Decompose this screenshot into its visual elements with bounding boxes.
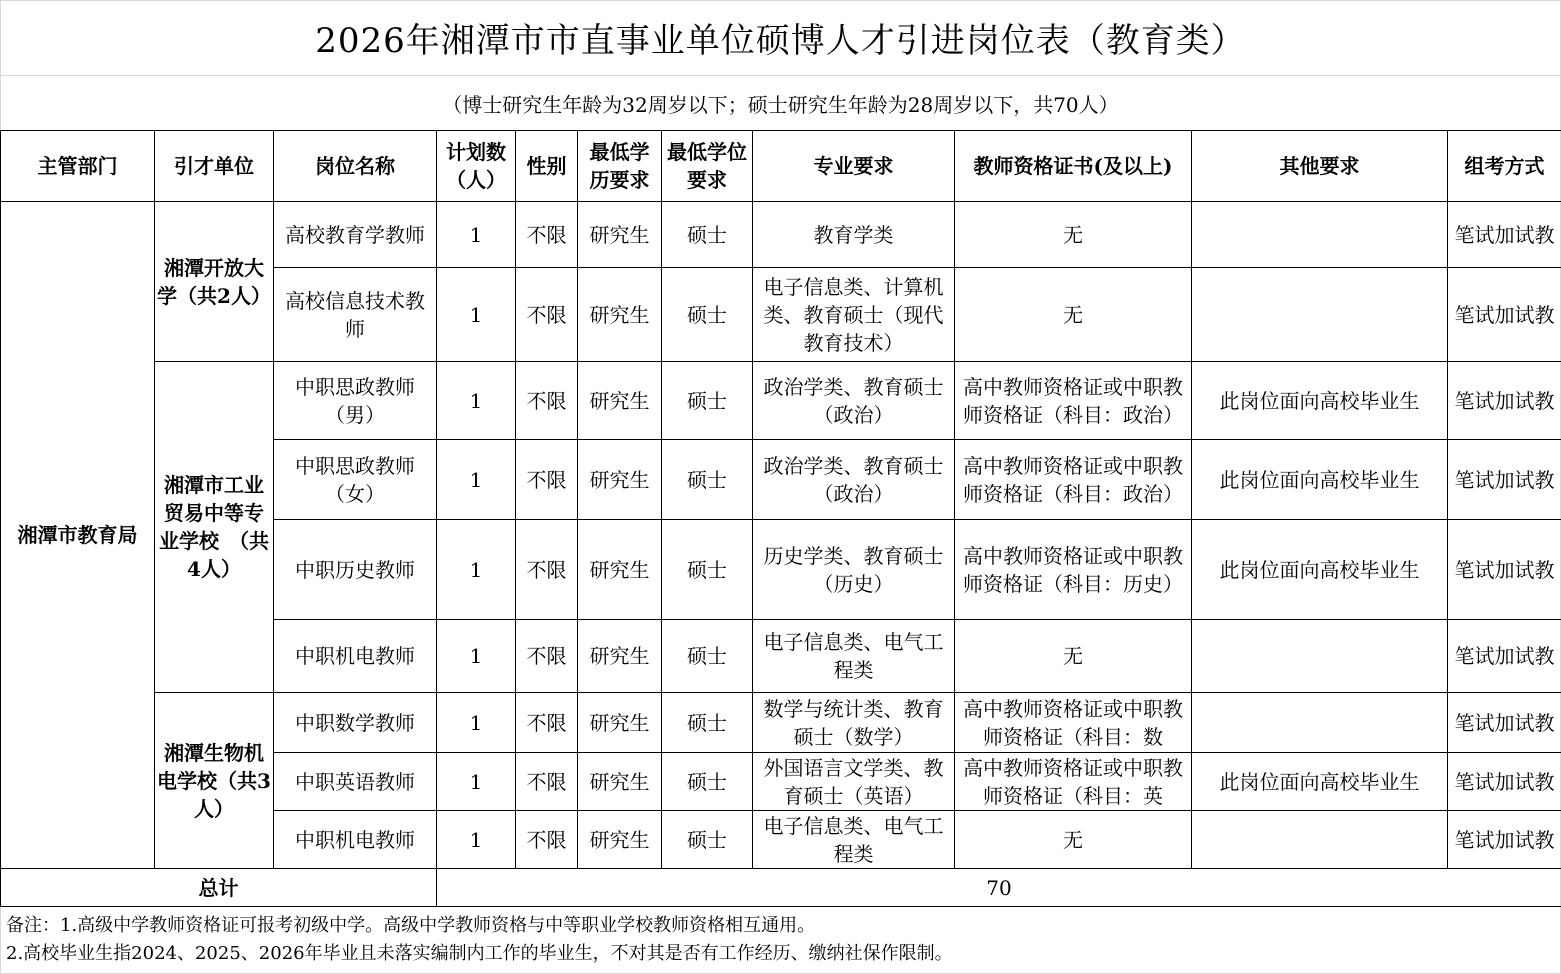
degree-cell: 硕士 (662, 440, 753, 520)
count-cell: 1 (437, 202, 516, 268)
post-cell: 中职思政教师（男） (274, 362, 437, 440)
gender-cell: 不限 (516, 440, 578, 520)
edu-cell: 研究生 (578, 268, 662, 362)
department-cell: 湘潭市教育局 (1, 202, 155, 869)
note-line: 备注：1.高级中学教师资格证可报考初级中学。高级中学教师资格与中等职业学校教师资格相互通用。 (6, 915, 816, 936)
degree-cell: 硕士 (662, 268, 753, 362)
post-cell: 中职思政教师（女） (274, 440, 437, 520)
degree-cell: 硕士 (662, 202, 753, 268)
table-row (1, 362, 1561, 440)
major-cell: 外国语言文学类、教育硕士（英语） (753, 753, 955, 811)
major-cell: 电子信息类、电气工程类 (753, 811, 955, 869)
gender-cell: 不限 (516, 693, 578, 753)
post-cell: 高校教育学教师 (274, 202, 437, 268)
cert-cell: 无 (955, 202, 1192, 268)
table-row (1, 693, 1561, 753)
count-cell: 1 (437, 440, 516, 520)
gender-cell: 不限 (516, 268, 578, 362)
note-line: 2.高校毕业生指2024、2025、2026年毕业且未落实编制内工作的毕业生，不对其是否有工作经历、缴纳社保作限制。 (6, 943, 953, 964)
other-cell: 此岗位面向高校毕业生 (1192, 440, 1448, 520)
header-dept: 主管部门 (1, 131, 155, 202)
cert-cell (955, 753, 1192, 811)
unit-cell: 湘潭开放大学（共2人） (155, 202, 274, 362)
degree-cell: 硕士 (662, 753, 753, 811)
cert-cell: 无 (955, 811, 1192, 869)
cert-text: 高中教师资格证或中职教师资格证（科目：政治） (963, 374, 1183, 427)
gender-cell: 不限 (516, 620, 578, 693)
other-cell (1192, 811, 1448, 869)
header-row (1, 131, 1561, 202)
count-cell: 1 (437, 811, 516, 869)
cert-cell (955, 693, 1192, 753)
gender-cell: 不限 (516, 520, 578, 620)
header-cert: 教师资格证书(及以上) (955, 131, 1192, 202)
post-cell: 中职数学教师 (274, 693, 437, 753)
positions-table (0, 130, 1561, 907)
other-cell (1192, 693, 1448, 753)
exam-cell: 笔试加试教 (1448, 202, 1561, 268)
gender-cell: 不限 (516, 811, 578, 869)
gender-cell: 不限 (516, 362, 578, 440)
edu-cell: 研究生 (578, 362, 662, 440)
major-cell: 电子信息类、电气工程类 (753, 620, 955, 693)
exam-cell: 笔试加试教 (1448, 268, 1561, 362)
exam-cell: 笔试加试教 (1448, 693, 1561, 753)
total-row (1, 869, 1561, 907)
header-degree: 最低学位要求 (662, 131, 753, 202)
major-cell: 历史学类、教育硕士（历史） (753, 520, 955, 620)
other-cell (1192, 620, 1448, 693)
unit-cell: 湘潭市工业贸易中等专业学校 （共4人） (155, 362, 274, 693)
post-cell: 中职历史教师 (274, 520, 437, 620)
cert-cell: 无 (955, 268, 1192, 362)
edu-cell: 研究生 (578, 202, 662, 268)
other-cell: 此岗位面向高校毕业生 (1192, 362, 1448, 440)
cert-text: 高中教师资格证或中职教师资格证（科目：政治） (963, 453, 1183, 506)
post-cell: 中职机电教师 (274, 811, 437, 869)
edu-cell: 研究生 (578, 520, 662, 620)
page-subtitle: （博士研究生年龄为32周岁以下；硕士研究生年龄为28周岁以下，共70人） (442, 92, 1119, 117)
edu-cell: 研究生 (578, 693, 662, 753)
degree-cell: 硕士 (662, 362, 753, 440)
count-cell: 1 (437, 753, 516, 811)
total-label: 总计 (1, 869, 437, 907)
cert-text: 高中教师资格证或中职教师资格证（科目：数 (963, 696, 1183, 749)
count-cell: 1 (437, 693, 516, 753)
exam-cell: 笔试加试教 (1448, 753, 1561, 811)
exam-cell: 笔试加试教 (1448, 811, 1561, 869)
cert-cell (955, 362, 1192, 440)
total-value: 70 (437, 869, 1561, 907)
edu-cell: 研究生 (578, 620, 662, 693)
degree-cell: 硕士 (662, 620, 753, 693)
gender-cell: 不限 (516, 202, 578, 268)
degree-cell: 硕士 (662, 520, 753, 620)
header-major: 专业要求 (753, 131, 955, 202)
major-cell: 数学与统计类、教育硕士（数学） (753, 693, 955, 753)
major-cell: 电子信息类、计算机类、教育硕士（现代教育技术） (753, 268, 955, 362)
unit-cell: 湘潭生物机电学校（共3人） (155, 693, 274, 869)
major-cell: 教育学类 (753, 202, 955, 268)
header-gender: 性别 (516, 131, 578, 202)
other-cell (1192, 268, 1448, 362)
cert-cell: 无 (955, 620, 1192, 693)
count-cell: 1 (437, 362, 516, 440)
cert-text: 高中教师资格证或中职教师资格证（科目：英 (963, 755, 1183, 808)
exam-cell: 笔试加试教 (1448, 440, 1561, 520)
exam-cell: 笔试加试教 (1448, 520, 1561, 620)
degree-cell: 硕士 (662, 811, 753, 869)
header-post: 岗位名称 (274, 131, 437, 202)
post-cell: 中职机电教师 (274, 620, 437, 693)
other-cell: 此岗位面向高校毕业生 (1192, 753, 1448, 811)
post-cell: 中职英语教师 (274, 753, 437, 811)
gender-cell: 不限 (516, 753, 578, 811)
edu-cell: 研究生 (578, 753, 662, 811)
cert-cell: 高中教师资格证或中职教师资格证（科目：历史） (955, 520, 1192, 620)
notes (6, 912, 953, 968)
header-count: 计划数（人） (437, 131, 516, 202)
other-cell (1192, 202, 1448, 268)
degree-cell: 硕士 (662, 693, 753, 753)
header-unit: 引才单位 (155, 131, 274, 202)
post-cell: 高校信息技术教师 (274, 268, 437, 362)
count-cell: 1 (437, 620, 516, 693)
cert-cell (955, 440, 1192, 520)
header-other: 其他要求 (1192, 131, 1448, 202)
page-title: 2026年湘潭市市直事业单位硕博人才引进岗位表（教育类） (315, 21, 1246, 61)
edu-cell: 研究生 (578, 440, 662, 520)
header-edu: 最低学历要求 (578, 131, 662, 202)
major-cell: 政治学类、教育硕士（政治） (753, 362, 955, 440)
other-cell: 此岗位面向高校毕业生 (1192, 520, 1448, 620)
count-cell: 1 (437, 268, 516, 362)
header-exam: 组考方式 (1448, 131, 1561, 202)
count-cell: 1 (437, 520, 516, 620)
table-row (1, 202, 1561, 268)
edu-cell: 研究生 (578, 811, 662, 869)
exam-cell: 笔试加试教 (1448, 362, 1561, 440)
major-cell: 政治学类、教育硕士（政治） (753, 440, 955, 520)
exam-cell: 笔试加试教 (1448, 620, 1561, 693)
